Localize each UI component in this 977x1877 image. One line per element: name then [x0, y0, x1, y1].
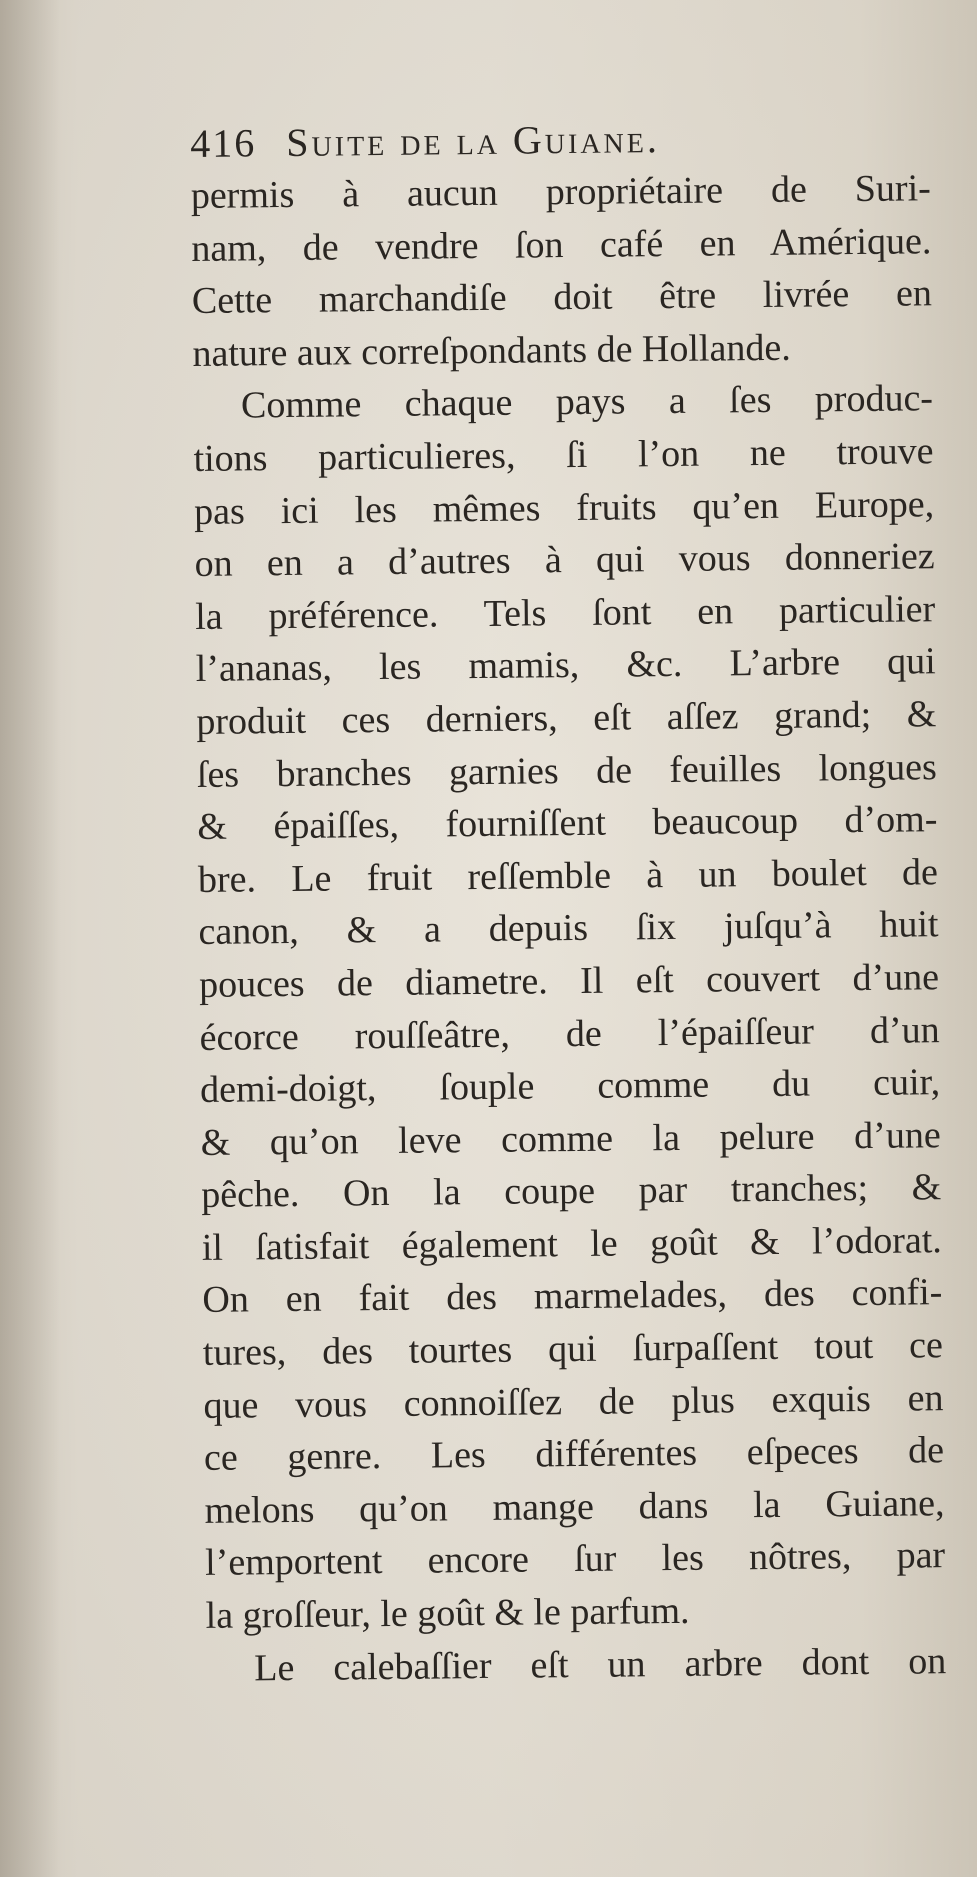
- page-text-block: [190, 110, 946, 1695]
- text-line: Comme chaque pays a ſes produc-: [240, 377, 934, 427]
- text-line: pêche. On la coupe par tranches; &: [201, 1166, 942, 1217]
- gutter-shadow: [0, 0, 60, 1877]
- running-title: Suite de la Guiane.: [286, 116, 661, 165]
- text-line: melons qu’on mange dans la Guiane,: [204, 1482, 945, 1532]
- text-line: & qu’on leve comme la pelure d’une: [200, 1113, 941, 1164]
- text-line: tions particulieres, ſi l’on ne trouve: [193, 430, 934, 480]
- text-line: pas ici les mêmes fruits qu’en Europe,: [193, 482, 935, 533]
- text-line: & épaiſſes, fourniſſent beaucoup d’om-: [197, 798, 938, 849]
- text-line: l’ananas, les mamis, &c. L’arbre qui: [195, 640, 936, 691]
- text-line: On en fait des marmelades, des confi-: [202, 1271, 943, 1322]
- text-line: canon, & a depuis ſix juſqu’à huit: [198, 903, 939, 954]
- text-line: ſes branches garnies de feuilles longues: [196, 745, 938, 796]
- text-line: nam, de vendre ſon café en Amérique.: [191, 219, 932, 270]
- text-line: la groſſeur, le goût & le parfum.: [205, 1589, 690, 1637]
- text-line: que vous connoiſſez de plus exquis en: [203, 1376, 944, 1427]
- page-number: 416: [190, 120, 257, 166]
- text-line: il ſatisfait également le goût & l’odorat.: [201, 1219, 943, 1269]
- text-line: Le calebaſſier eſt un arbre dont on: [254, 1639, 947, 1690]
- text-line: la préférence. Tels ſont en particulier: [195, 587, 936, 638]
- text-line: permis à aucun propriétaire de Suri-: [190, 167, 931, 217]
- text-line: écorce rouſſeâtre, de l’épaiſſeur d’un: [199, 1008, 940, 1059]
- text-line: Cette marchandiſe doit être livrée en: [191, 272, 933, 323]
- text-line: tures, des tourtes qui ſurpaſſent tout ce: [202, 1324, 944, 1374]
- text-line: pouces de diametre. Il eſt couvert d’une: [198, 956, 940, 1006]
- text-line: on en a d’autres à qui vous donneriez: [194, 535, 935, 586]
- running-head: [190, 110, 931, 170]
- text-line: l’emportent encore ſur les nôtres, par: [204, 1534, 946, 1585]
- text-line: nature aux correſpondants de Hollande.: [192, 326, 791, 375]
- text-line: demi-doigt, ſouple comme du cuir,: [199, 1061, 941, 1112]
- text-line: produit ces derniers, eſt aſſez grand; &: [196, 693, 937, 743]
- text-line: bre. Le fruit reſſemble à un boulet de: [197, 850, 939, 901]
- text-line: ce genre. Les différentes eſpeces de: [203, 1429, 945, 1480]
